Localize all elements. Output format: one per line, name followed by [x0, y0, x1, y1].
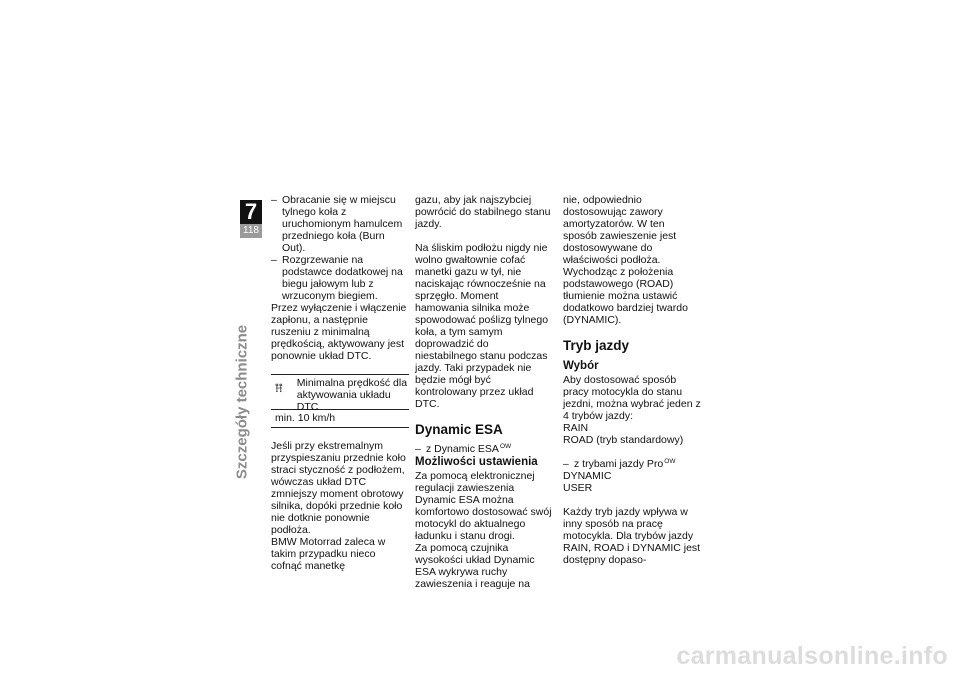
mode-item: DYNAMIC: [563, 470, 612, 482]
mode-item: RAIN: [563, 422, 589, 434]
spec-table-header: [271, 375, 409, 413]
chapter-title-text: Szczegóły techniczne: [233, 324, 251, 480]
list-item: – z Dynamic $ESA^{OW}$: [415, 442, 512, 455]
list-item-text: Obracanie się w miejscu tylnego koła z uruchomionym hamulcem przedniego koła (Burn Out).: [282, 194, 403, 254]
spec-table: [271, 374, 409, 428]
section-heading: Tryb jazdy: [563, 338, 630, 353]
chapter-number-tab: 7: [240, 200, 262, 224]
paragraph: Za pomocą elektronicznej regulacji zawieszenia Dynamic ESA można komfortowo dostosować swój motocykl do aktualnego ładunku i stanu drogi.: [415, 470, 552, 542]
text-column-2: [415, 194, 553, 602]
list-item: – z trybami jazdy Pro$^{OW}$: [563, 457, 676, 470]
subsection-heading: Możliwości ustawienia: [415, 456, 538, 468]
text-column-3: [563, 194, 701, 578]
page-number: 118: [240, 224, 262, 238]
list-item: – Rozgrzewanie na podstawce dodatkowej na biegu jałowym lub z wrzuconym biegiem.: [271, 254, 403, 302]
mode-item: ROAD (tryb standardowy): [563, 434, 684, 446]
paragraph: Każdy tryb jazdy wpływa w inny sposób na pracę motocykla. Dla trybów jazdy RAIN, ROAD i DYNAMIC jest dostępny dopaso-: [563, 506, 701, 566]
list-item-text: z trybami jazdy Pro: [574, 458, 664, 470]
text-column-1: [271, 194, 409, 584]
paragraph: Na śliskim podłożu nigdy nie wolno gwałtownie cofać manetki gazu w tył, nie naciskając równocześnie na sprzęgło. Moment hamowania silnika może spowodować poślizg tylnego koła, a tym samym doprowadzić do niestabilnego stanu podczas jazdy. Taki przypadek nie będzie mógł być kontrolowany przez układ DTC.: [415, 242, 549, 410]
paragraph: Za pomocą czujnika wysokości układ Dynamic ESA wykrywa ruchy zawieszenia i reaguje na: [415, 542, 535, 590]
chapter-title-vertical: [233, 324, 256, 480]
paragraph: BMW Motorrad zaleca w takim przypadku nieco cofnąć manetkę: [271, 536, 386, 572]
wrench-settings-icon: [275, 379, 283, 397]
option-mark: OW: [499, 442, 512, 450]
subsection-heading: Wybór: [563, 360, 599, 372]
watermark: carmanualsonline.info: [676, 642, 948, 670]
spec-value: min. 10 km/h: [271, 409, 409, 427]
paragraph: nie, odpowiednio dostosowując zawory amortyzatorów. W ten sposób zawieszenie jest dostosowywane do właściwości podłoża. Wychodząc z położenia podstawowego (ROAD) tłumienie można ustawić dodatkowo bardziej twardo (DYNAMIC).: [563, 194, 688, 326]
list-item: – Obracanie się w miejscu tylnego koła z uruchomionym hamulcem przedniego koła (Burn Out).: [271, 194, 403, 254]
list-item-text: Rozgrzewanie na podstawce dodatkowej na biegu jałowym lub z wrzuconym biegiem.: [282, 254, 403, 302]
list-item-text: z Dynamic ESA: [426, 443, 499, 455]
paragraph: gazu, aby jak najszybciej powrócić do stabilnego stanu jazdy.: [415, 194, 551, 230]
section-heading: Dynamic ESA: [415, 422, 503, 437]
mode-item: USER: [563, 482, 593, 494]
paragraph: Jeśli przy ekstremalnym przyspieszaniu przednie koło straci styczność z podłożem, wówczas układ DTC zmniejszy moment obrotowy silnika, dopóki przednie koło nie dotknie ponownie podłoża.: [271, 440, 406, 536]
option-mark: OW: [664, 457, 676, 465]
paragraph: Przez wyłączenie i włączenie zapłonu, a następnie ruszeniu z minimalną prędkością, aktywowany jest ponownie układ DTC.: [271, 302, 407, 362]
paragraph: Aby dostosować sposób pracy motocykla do stanu jezdni, można wybrać jeden z 4 trybów jazdy:: [563, 374, 701, 422]
spec-label: Minimalna prędkość dla aktywowania układu DTC: [296, 377, 408, 413]
